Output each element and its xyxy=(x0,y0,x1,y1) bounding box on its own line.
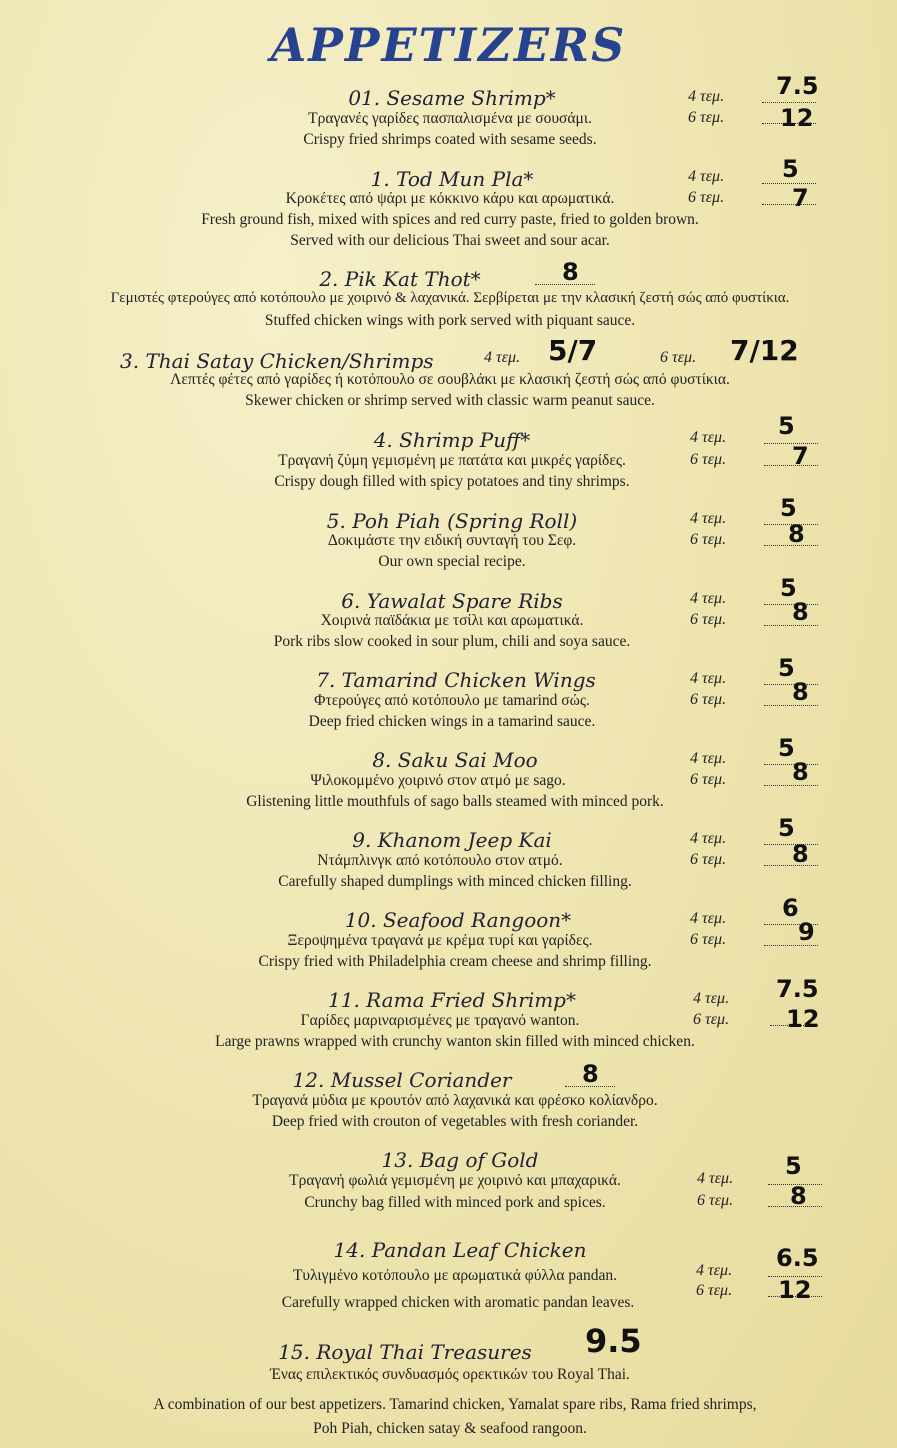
item-english: Stuffed chicken wings with pork served with piquant sauce. xyxy=(264,312,636,329)
pieces-small: 4 τεμ. xyxy=(693,990,730,1007)
handwritten-price: 8 xyxy=(582,1060,599,1088)
item-name: 15. Royal Thai Treasures xyxy=(278,1340,532,1364)
item-name: 3. Thai Satay Chicken/Shrimps xyxy=(120,349,434,373)
price-dots xyxy=(764,705,818,706)
pieces-large: 6 τεμ. xyxy=(660,349,697,366)
pieces-small: 4 τεμ. xyxy=(690,429,727,446)
pieces-large: 6 τεμ. xyxy=(693,1011,730,1028)
handwritten-price: 5 xyxy=(778,412,795,440)
pieces-small: 4 τεμ. xyxy=(688,168,725,185)
handwritten-price: 5 xyxy=(782,155,799,183)
price-dots xyxy=(764,443,818,444)
pieces-small: 4 τεμ. xyxy=(690,670,727,687)
item-greek: Τραγανή ζύμη γεμισμένη με πατάτα και μικρές γαρίδες. xyxy=(278,452,626,469)
price-dots xyxy=(762,102,816,103)
menu-title: APPETIZERS xyxy=(270,18,627,72)
item-name: 11. Rama Fried Shrimp* xyxy=(328,988,576,1012)
item-english: Large prawns wrapped with crunchy wanton skin filled with minced chicken. xyxy=(215,1033,695,1050)
item-english: Pork ribs slow cooked in sour plum, chili and soya sauce. xyxy=(273,633,631,650)
pieces-large: 6 τεμ. xyxy=(690,851,727,868)
handwritten-price: 8 xyxy=(790,1182,807,1210)
handwritten-price: 7 xyxy=(792,184,809,212)
handwritten-price: 12 xyxy=(778,1276,812,1304)
item-name: 01. Sesame Shrimp* xyxy=(348,86,556,110)
handwritten-price: 9 xyxy=(798,918,815,946)
item-english: Served with our delicious Thai sweet and sour acar. xyxy=(290,232,610,249)
item-english: Carefully shaped dumplings with minced chicken filling. xyxy=(278,873,632,890)
pieces-large: 6 τεμ. xyxy=(697,1192,734,1209)
pieces-large: 6 τεμ. xyxy=(688,109,725,126)
item-greek: Τραγανές γαρίδες πασπαλισμένα με σουσάμι. xyxy=(308,110,592,127)
item-greek: Γαρίδες μαριναρισμένες με τραγανό wanton. xyxy=(300,1012,580,1029)
pieces-large: 6 τεμ. xyxy=(690,691,727,708)
price-dots xyxy=(764,865,818,866)
item-name: 1. Tod Mun Pla* xyxy=(370,167,534,191)
pieces-large: 6 τεμ. xyxy=(690,611,727,628)
item-name: 12. Mussel Coriander xyxy=(292,1068,512,1092)
pieces-large: 6 τεμ. xyxy=(690,531,727,548)
item-greek: Λεπτές φέτες από γαρίδες ή κοτόπουλο σε σουβλάκι με κλασική ζεστή σώς από φυστίκια. xyxy=(170,371,730,388)
item-name: 13. Bag of Gold xyxy=(381,1148,539,1172)
handwritten-price: 7.5 xyxy=(776,72,819,100)
item-english: Poh Piah, chicken satay & seafood rangoon. xyxy=(313,1420,587,1437)
item-greek: Τραγανή φωλιά γεμισμένη με χοιρινό και μπαχαρικά. xyxy=(289,1172,621,1189)
pieces-small: 4 τεμ. xyxy=(690,750,727,767)
handwritten-price: 5/7 xyxy=(548,334,598,367)
handwritten-price: 6 xyxy=(782,894,799,922)
item-greek: Δοκιμάστε την ειδική συνταγή του Σεφ. xyxy=(327,532,577,549)
item-english: Glistening little mouthfuls of sago balls steamed with minced pork. xyxy=(246,793,664,810)
handwritten-price: 7/12 xyxy=(730,334,799,367)
item-greek: Ψιλοκομμένο χοιρινό στον ατμό με sago. xyxy=(310,772,566,789)
handwritten-price: 7.5 xyxy=(776,975,819,1003)
pieces-large: 6 τεμ. xyxy=(688,189,725,206)
item-name: 7. Tamarind Chicken Wings xyxy=(316,668,596,692)
handwritten-price: 5 xyxy=(778,654,795,682)
pieces-large: 6 τεμ. xyxy=(690,451,727,468)
pieces-small: 4 τεμ. xyxy=(697,1170,734,1187)
price-dots xyxy=(764,465,818,466)
handwritten-price: 6.5 xyxy=(776,1244,819,1272)
price-dots xyxy=(764,625,818,626)
pieces-small: 4 τεμ. xyxy=(690,830,727,847)
handwritten-price: 8 xyxy=(792,678,809,706)
pieces-small: 4 τεμ. xyxy=(690,910,727,927)
handwritten-price: 5 xyxy=(778,734,795,762)
item-name: 10. Seafood Rangoon* xyxy=(344,908,572,932)
price-dots xyxy=(764,764,818,765)
item-name: 8. Saku Sai Moo xyxy=(372,748,538,772)
handwritten-price: 5 xyxy=(780,574,797,602)
item-english: Our own special recipe. xyxy=(378,553,526,570)
item-greek: Γεμιστές φτερούγες από κοτόπουλο με χοιρινό & λαχανικά. Σερβίρεται με την κλασική ζεστή σώς από φυστίκια. xyxy=(110,290,790,306)
item-greek: Ένας επιλεκτικός συνδυασμός ορεκτικών του Royal Thai. xyxy=(270,1366,630,1383)
item-name: 9. Khanom Jeep Kai xyxy=(352,828,552,852)
price-dots xyxy=(764,844,818,845)
item-greek: Τυλιγμένο κοτόπουλο με αρωματικά φύλλα pandan. xyxy=(292,1267,618,1284)
item-greek: Φτερούγες από κοτόπουλο με tamarind σώς. xyxy=(314,692,590,709)
item-name: 4. Shrimp Puff* xyxy=(373,428,531,452)
item-english: Deep fried chicken wings in a tamarind sauce. xyxy=(308,713,596,730)
handwritten-price: 9.5 xyxy=(585,1322,642,1360)
item-english: Crispy fried with Philadelphia cream cheese and shrimp filling. xyxy=(258,953,652,970)
item-name: 14. Pandan Leaf Chicken xyxy=(333,1238,587,1262)
item-english: Fresh ground fish, mixed with spices and red curry paste, fried to golden brown. xyxy=(201,211,699,228)
pieces-large: 6 τεμ. xyxy=(690,931,727,948)
handwritten-price: 8 xyxy=(562,258,579,286)
item-english: Skewer chicken or shrimp served with classic warm peanut sauce. xyxy=(245,392,655,409)
pieces-small: 4 τεμ. xyxy=(690,590,727,607)
price-dots xyxy=(764,604,818,605)
item-english: A combination of our best appetizers. Tamarind chicken, Yamalat spare ribs, Rama fried shrimps, xyxy=(153,1396,757,1413)
handwritten-price: 8 xyxy=(792,598,809,626)
item-greek: Χοιρινά παϊδάκια με τσίλι και αρωματικά. xyxy=(320,612,584,629)
pieces-small: 4 τεμ. xyxy=(696,1262,733,1279)
pieces-small: 4 τεμ. xyxy=(484,349,521,366)
item-english: Crispy fried shrimps coated with sesame seeds. xyxy=(303,131,597,148)
handwritten-price: 8 xyxy=(792,840,809,868)
pieces-large: 6 τεμ. xyxy=(696,1282,733,1299)
handwritten-price: 5 xyxy=(780,494,797,522)
item-english: Crunchy bag filled with minced pork and spices. xyxy=(304,1194,606,1211)
handwritten-price: 5 xyxy=(785,1152,802,1180)
item-greek: Ντάμπλινγκ από κοτόπουλο στον ατμό. xyxy=(317,852,563,869)
item-english: Carefully wrapped chicken with aromatic pandan leaves. xyxy=(281,1294,635,1311)
handwritten-price: 8 xyxy=(792,758,809,786)
handwritten-price: 8 xyxy=(788,520,805,548)
item-greek: Τραγανά μύδια με κρουτόν από λαχανικά και φρέσκο κολίανδρο. xyxy=(252,1092,658,1109)
price-dots xyxy=(764,684,818,685)
item-english: Crispy dough filled with spicy potatoes and tiny shrimps. xyxy=(274,473,630,490)
item-name: 5. Poh Piah (Spring Roll) xyxy=(326,509,578,533)
price-dots xyxy=(764,785,818,786)
item-name: 6. Yawalat Spare Ribs xyxy=(341,589,563,613)
item-english: Deep fried with crouton of vegetables with fresh coriander. xyxy=(271,1113,639,1130)
pieces-small: 4 τεμ. xyxy=(690,510,727,527)
handwritten-price: 7 xyxy=(792,442,809,470)
handwritten-price: 12 xyxy=(786,1005,820,1033)
pieces-large: 6 τεμ. xyxy=(690,771,727,788)
handwritten-price: 12 xyxy=(780,104,814,132)
item-name: 2. Pik Kat Thot* xyxy=(319,267,481,291)
item-greek: Κροκέτες από ψάρι με κόκκινο κάρυ και αρωματικά. xyxy=(285,190,615,207)
pieces-small: 4 τεμ. xyxy=(688,88,725,105)
item-greek: Ξεροψημένα τραγανά με κρέμα τυρί και γαρίδες. xyxy=(287,932,593,949)
handwritten-price: 5 xyxy=(778,814,795,842)
